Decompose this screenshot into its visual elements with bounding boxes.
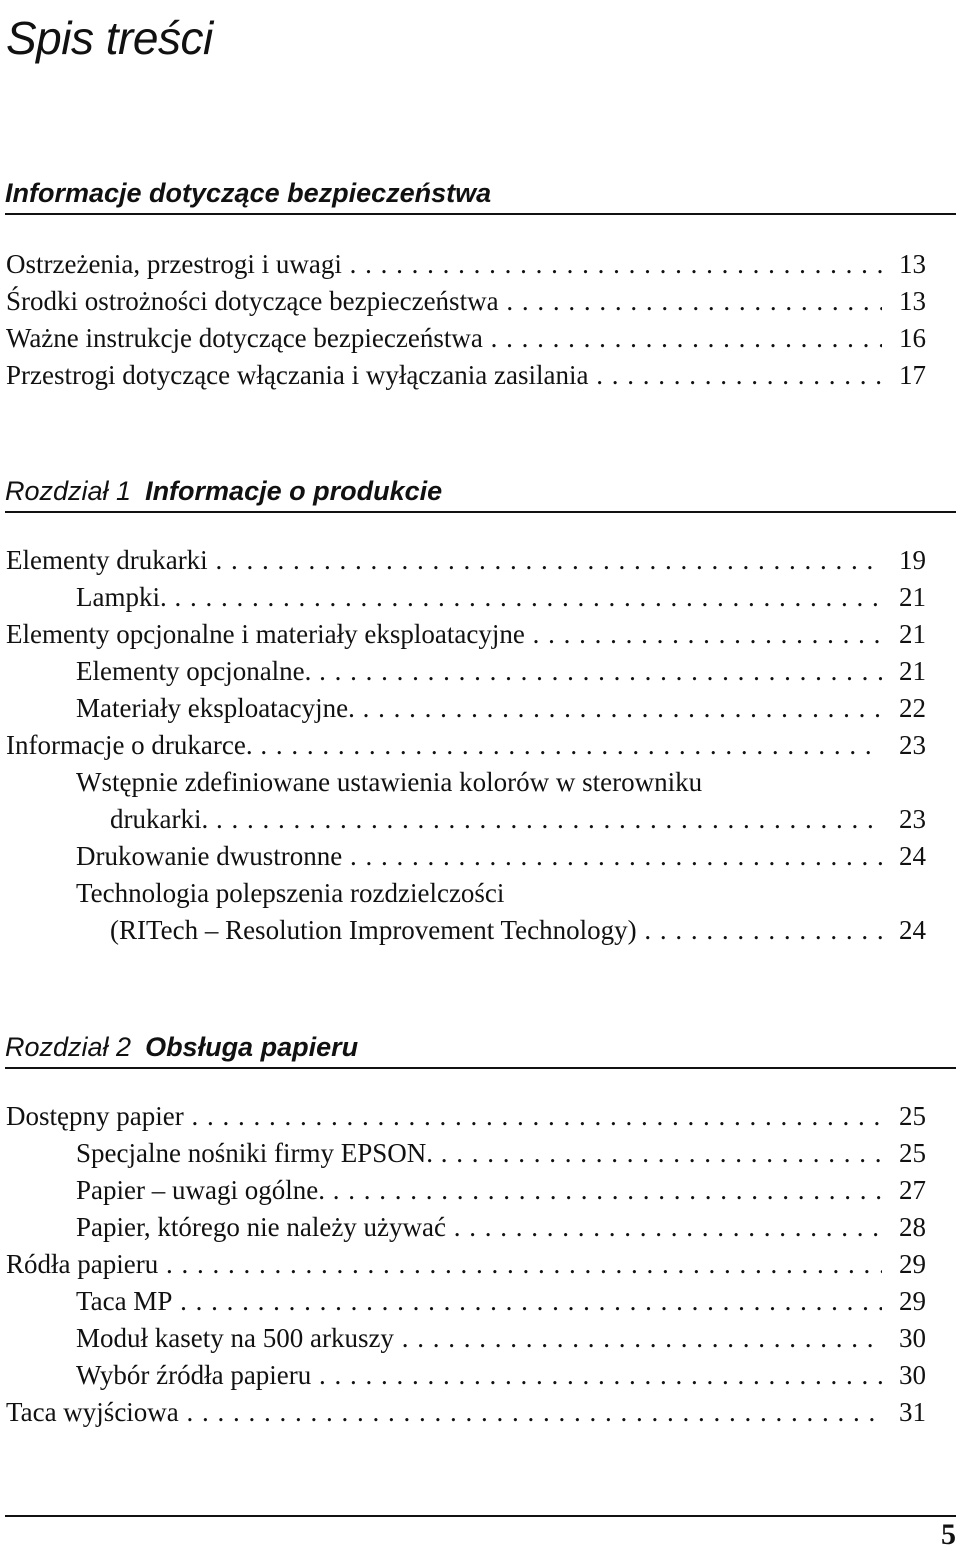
toc-entry[interactable] <box>0 838 960 875</box>
toc-entry[interactable] <box>0 912 960 949</box>
toc-entry-text: Ważne instrukcje dotyczące bezpieczeństwa <box>6 323 483 353</box>
toc-entry[interactable] <box>0 1246 960 1283</box>
toc-entry-page: 23 <box>882 727 926 764</box>
toc-entry-page: 19 <box>882 542 926 579</box>
toc-entry[interactable] <box>0 283 960 320</box>
toc-entry[interactable] <box>0 1357 960 1394</box>
toc-entry-text: Ródła papieru <box>6 1249 159 1279</box>
section-heading-safety[interactable] <box>5 175 956 215</box>
chapter-label: Rozdział 2 <box>5 1032 132 1062</box>
toc-entry[interactable] <box>0 542 960 579</box>
chapter-label: Rozdział 1 <box>5 476 132 506</box>
toc-entry-page: 29 <box>882 1283 926 1320</box>
toc-entry-page: 17 <box>882 357 926 394</box>
toc-entry-text: Ostrzeżenia, przestrogi i uwagi <box>6 249 342 279</box>
toc-entry-text: Wybór źródła papieru <box>76 1360 312 1390</box>
toc-entry[interactable] <box>0 246 960 283</box>
toc-entry-text: Elementy drukarki <box>6 545 208 575</box>
toc-entry[interactable] <box>0 1209 960 1246</box>
toc-entry-text: Lampki. <box>76 582 167 612</box>
toc-entry-text: Elementy opcjonalne i materiały eksploatacyjne <box>6 619 525 649</box>
toc-entry-page: 24 <box>882 912 926 949</box>
toc-entry-page: 16 <box>882 320 926 357</box>
toc-entry[interactable] <box>0 1283 960 1320</box>
toc-entry-text: Taca wyjściowa <box>6 1397 179 1427</box>
toc-entry-page: 24 <box>882 838 926 875</box>
toc-entry-page: 23 <box>882 801 926 838</box>
toc-entry-text: Informacje o drukarce. <box>6 730 253 760</box>
section-heading-text: Informacje dotyczące bezpieczeństwa <box>5 178 492 208</box>
toc-entry-text-line1[interactable]: Wstępnie zdefiniowane ustawienia kolorów w sterowniku <box>76 767 703 797</box>
toc-entry-text: Przestrogi dotyczące włączania i wyłączania zasilania <box>6 360 589 390</box>
toc-entry-text: Taca MP <box>76 1286 173 1316</box>
toc-entry-text-line1[interactable]: Technologia polepszenia rozdzielczości <box>76 878 505 908</box>
toc-entry-text: drukarki. <box>110 804 209 834</box>
section-heading-chapter-1[interactable] <box>5 473 956 513</box>
toc-entry[interactable] <box>0 653 960 690</box>
toc-entry[interactable] <box>0 579 960 616</box>
page-number: 5 <box>941 1518 956 1551</box>
toc-entry[interactable] <box>0 616 960 653</box>
toc-entry-page: 28 <box>882 1209 926 1246</box>
toc-entry-text: Elementy opcjonalne. <box>76 656 312 686</box>
toc-entry-text: Papier – uwagi ogólne. <box>76 1175 325 1205</box>
toc-entry[interactable] <box>0 1135 960 1172</box>
toc-entry-page: 21 <box>882 579 926 616</box>
toc-entry[interactable] <box>0 320 960 357</box>
toc-entry[interactable] <box>0 1172 960 1209</box>
section-heading-text: Informacje o produkcie <box>145 476 443 506</box>
toc-entry-text: Materiały eksploatacyjne. <box>76 693 355 723</box>
toc-entry-text: Papier, którego nie należy używać <box>76 1212 447 1242</box>
toc-entry-page: 31 <box>882 1394 926 1431</box>
toc-entry-page: 13 <box>882 283 926 320</box>
toc-entry-page: 30 <box>882 1320 926 1357</box>
page-title: Spis treści <box>6 12 213 64</box>
toc-entry[interactable] <box>0 1098 960 1135</box>
toc-entry-page: 22 <box>882 690 926 727</box>
toc-entry-text: Moduł kasety na 500 arkuszy <box>76 1323 394 1353</box>
toc-entry[interactable] <box>0 1320 960 1357</box>
toc-entry[interactable] <box>0 727 960 764</box>
toc-entry-page: 21 <box>882 653 926 690</box>
toc-entry-page: 27 <box>882 1172 926 1209</box>
toc-entry-page: 30 <box>882 1357 926 1394</box>
toc-entry[interactable] <box>0 690 960 727</box>
toc-entry-page: 29 <box>882 1246 926 1283</box>
toc-entry-text: Dostępny papier <box>6 1101 184 1131</box>
toc-entry-page: 13 <box>882 246 926 283</box>
section-heading-chapter-2[interactable] <box>5 1029 956 1069</box>
toc-entry-text: Środki ostrożności dotyczące bezpieczeństwa <box>6 286 499 316</box>
toc-entry-page: 25 <box>882 1135 926 1172</box>
footer-rule <box>5 1515 956 1517</box>
toc-entry[interactable] <box>0 357 960 394</box>
toc-entry[interactable] <box>0 1394 960 1431</box>
toc-entry[interactable] <box>0 801 960 838</box>
toc-entry-page: 21 <box>882 616 926 653</box>
toc-entry-page: 25 <box>882 1098 926 1135</box>
toc-entry-text: Drukowanie dwustronne <box>76 841 343 871</box>
toc-entry-text: (RITech – Resolution Improvement Technology) <box>110 915 637 945</box>
toc-entry-text: Specjalne nośniki firmy EPSON. <box>76 1138 433 1168</box>
section-heading-text: Obsługa papieru <box>145 1032 359 1062</box>
